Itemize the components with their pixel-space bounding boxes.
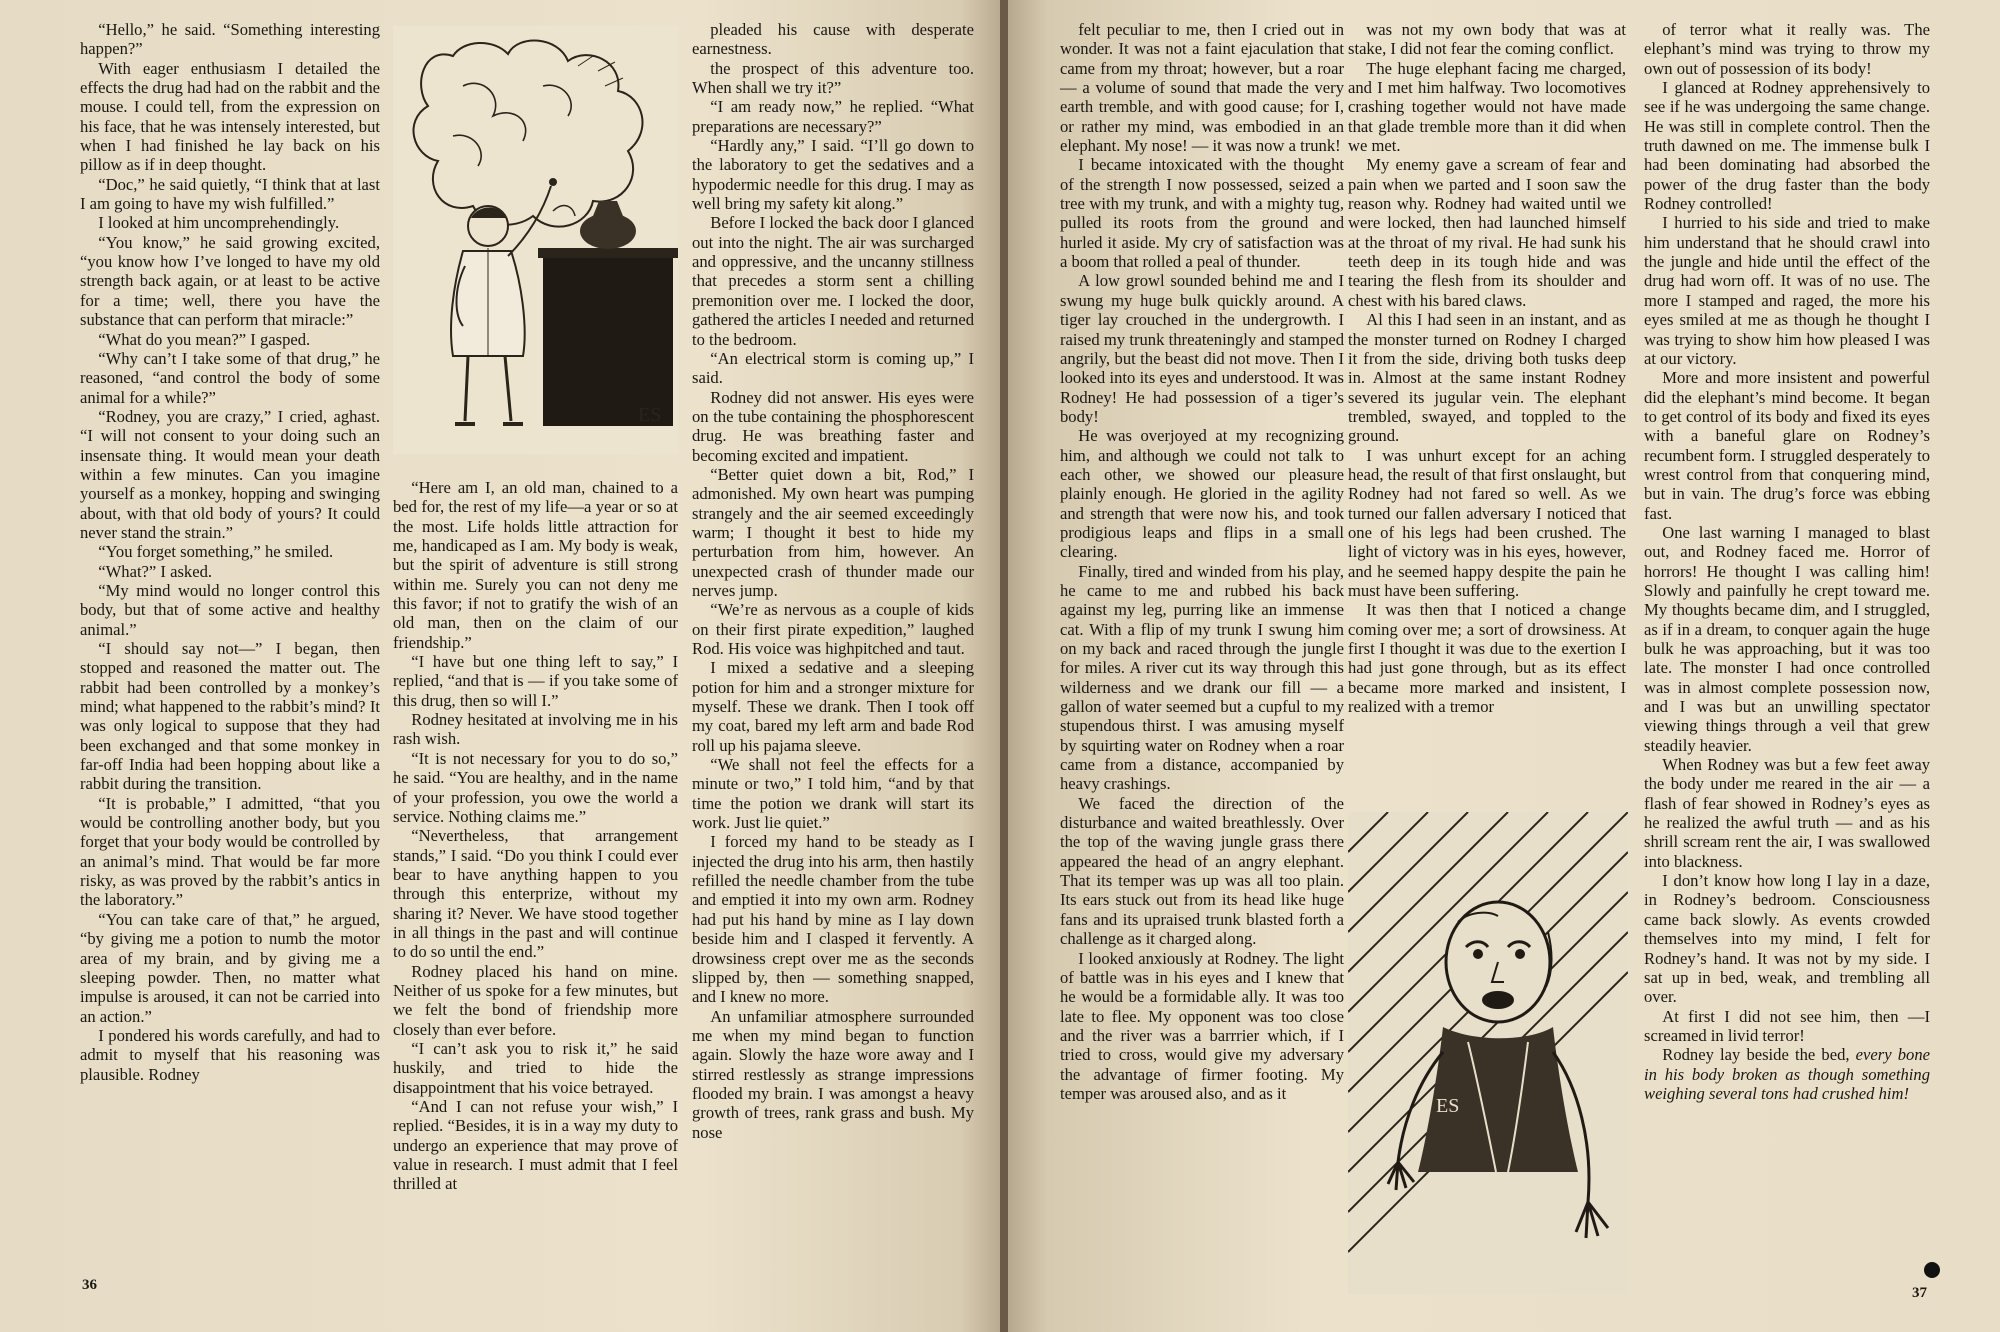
right-col1-paragraph: felt peculiar to me, then I cried out in wonder. It was not a faint ejaculation that came from my throat; however, but a roar — a volume of sound that made the very earth tremble, and with good cause; for I, or rather my mind, was embodied in an elephant. My nose! — it was now a trunk! <box>1060 20 1344 156</box>
left-column-1 <box>80 20 380 1084</box>
left-col3-paragraph: An unfamiliar atmosphere surrounded me when my mind began to function again. Slowly the haze wore away and I stirred restlessly as strange impressions flooded my brain. I was amongst a heavy growth of trees, rank grass and bush. My nose <box>692 1006 974 1142</box>
left-col1-paragraph: “You know,” he said growing excited, “you know how I’ve longed to have my old strength back again, or at least to be active for a time; well, there you have the substance that can perform that miracle:” <box>80 232 380 330</box>
left-col1-paragraph: “You can take care of that,” he argued, “by giving me a potion to numb the motor area of my brain, and by giving me a sleeping powder. Then, no matter what impulse is aroused, it can not be carried into an action.” <box>80 909 380 1026</box>
right-col3-paragraph: of terror what it really was. The elephant’s mind was trying to throw my own out of possession of its body! <box>1644 20 1930 78</box>
right-col2-paragraph: It was then that I noticed a change coming over me; a sort of drowsiness. At first I thought it was due to the exertion I had just gone through, but as its effect became more marked and insistent, I realized with a tremor <box>1348 600 1626 717</box>
oldman-signature: ES <box>1436 1095 1460 1117</box>
left-col1-paragraph: I pondered his words carefully, and had to admit to myself that his reasoning was plausible. Rodney <box>80 1025 380 1084</box>
left-col1-paragraph: “I should say not—” I began, then stopped and reasoned the matter out. The rabbit had been controlled by a monkey’s mind; what happened to the rabbit’s mind? It was only logical to suppose that they had been exchanged and that some monkey in far-off India had been hopping about like a rabbit during the transition. <box>80 639 380 794</box>
left-col2-paragraph: “Nevertheless, that arrangement stands,” I said. “Do you think I could ever bear to have anything happen to you through this enterprize, without my sharing it? Never. We have stood together in all things in the past and will continue to do so until the end.” <box>393 826 678 962</box>
left-col1-paragraph: “It is probable,” I admitted, “that you would be controlling another body, but you forget that your body would be controlled by an animal’s mind. That would be far more risky, as was proved by the rabbit’s antics in the laboratory.” <box>80 793 380 910</box>
page-number-left: 36 <box>82 1277 97 1293</box>
left-col1-paragraph: “Rodney, you are crazy,” I cried, aghast. “I will not consent to your doing such an insensate thing. It would mean your death within a few minutes. Can you imagine yourself as a monkey, hopping and swinging about, with that old body of yours? It could never stand the strain.” <box>80 406 380 542</box>
scientist-illustration <box>393 26 678 454</box>
page-number-right: 37 <box>1912 1285 1927 1301</box>
left-col3-paragraph: I forced my hand to be steady as I injected the drug into his arm, then hastily refilled the needle chamber from the tube and emptied it into my own arm. Rodney had put his hand by mine as I lay down beside him and I clasped it fervently. A drowsiness crept over me as the seconds slipped by, then — something snapped, and I knew no more. <box>692 832 974 1007</box>
left-col1-paragraph: “Why can’t I take some of that drug,” he reasoned, “and control the body of some animal for a while?” <box>80 348 380 407</box>
old-man-drawing <box>1348 812 1628 1294</box>
right-col1-paragraph: We faced the direction of the disturbance and waited breathlessly. Over the top of the waving jungle grass there appeared the head of an angry elephant. That its temper was up was all too plain. Its ears stuck out from its head like huge fans and its upraised trunk blasted forth a challenge as it charged along. <box>1060 793 1344 949</box>
scientist-drawing <box>393 26 678 454</box>
right-col3-paragraph: More and more insistent and powerful did the elephant’s mind become. It began to get control of its body and fixed its eyes with a baneful glare on Rodney’s recumbent form. I struggled desperately to wrest control from that conquering mind, but in vain. The drug’s force was ebbing fast. <box>1644 368 1930 523</box>
left-col3-paragraph: “We’re as nervous as a couple of kids on their first pirate expedition,” laughed Rod. His voice was highpitched and taut. <box>692 600 974 658</box>
right-col3-paragraph: When Rodney was but a few feet away the body under me reared in the air — a flash of fear showed in Rodney’s eyes as he realized the awful truth — and as his shrill scream rent the air, I was swallowed into blackness. <box>1644 755 1930 871</box>
left-col2-paragraph: “Here am I, an old man, chained to a bed for, the rest of my life—a year or so at the most. Life holds little attraction for me, handicaped as I am. My body is weak, but the spirit of adventure is still strong within me. Surely you can not deny me this favor; if not to gratify the wish of an old man, then on the claim of our friendship.” <box>393 478 678 652</box>
right-column-3 <box>1644 20 1930 1103</box>
right-col3-paragraph: I hurried to his side and tried to make him understand that he should crawl into the jungle and hide until the effect of the drug had worn off. It was of no use. The more I stamped and raged, the more his eyes smiled at me as though he thought I was trying to show him how pleased I was at our victory. <box>1644 213 1930 368</box>
right-col2-paragraph: My enemy gave a scream of fear and pain when we parted and I soon saw the reason why. Rodney had waited until we were locked, then had launched himself at the throat of my rival. He had sunk his teeth deep in its tough hide and was tearing the flesh from its shoulder and chest with his bared claws. <box>1348 155 1626 310</box>
left-col3-paragraph: “An electrical storm is coming up,” I said. <box>692 348 974 388</box>
right-col2-paragraph: Al this I had seen in an instant, and as the monster turned on Rodney I charged it from the side, driving both tusks deep in. Almost at the same instant Rodney severed its jugular vein. The elephant trembled, swayed, and toppled to the ground. <box>1348 310 1626 446</box>
old-man-illustration <box>1348 812 1628 1294</box>
left-col3-paragraph: “Hardly any,” I said. “I’ll go down to the laboratory to get the sedatives and a hypodermic needle for this drug. I may as well bring my safety kit along.” <box>692 136 974 214</box>
right-col3-paragraph: I don’t know how long I lay in a daze, in Rodney’s bedroom. Consciousness came back slowly. As events crowded themselves into my mind, I felt for Rodney’s hand. It was not by my side. I sat up in bed, weak, and trembling all over. <box>1644 871 1930 1007</box>
left-col1-paragraph: “You forget something,” he smiled. <box>98 542 334 562</box>
right-col2-paragraph: The huge elephant facing me charged, and I met him halfway. Two locomotives crashing together would not have made that glade tremble more than it did when we met. <box>1348 58 1626 156</box>
final-paragraph <box>1644 1045 1930 1103</box>
left-column-2 <box>393 478 678 1194</box>
right-col2-paragraph: I was unhurt except for an aching head, the result of that first onslaught, but Rodney had not fared so well. As we turned our fallen adversary I noticed that one of his legs had been crushed. The light of victory was in his eyes, however, and he seemed happy despite the pain he must have been suffering. <box>1348 445 1626 600</box>
right-col3-paragraph: One last warning I managed to blast out, and Rodney faced me. Horror of horrors! He thought I was calling him! Slowly and painfully he crept toward me. My thoughts became dim, and I struggled, as if in a dream, to conquer again the huge bulk he was approaching, but it was too late. The monster I had once controlled was in almost complete possession now, and I was but an unwilling spectator viewing things through a veil that grew steadily heavier. <box>1644 522 1930 755</box>
scientist-signature: ES <box>638 404 662 426</box>
left-col2-paragraph: “I can’t ask you to risk it,” he said huskily, and tried to hide the disappointment that his voice betrayed. <box>393 1038 678 1097</box>
left-col3-paragraph: “I am ready now,” he replied. “What preparations are necessary?” <box>692 97 974 136</box>
final-paragraph-plain: Rodney lay beside the bed, <box>1662 1045 1856 1065</box>
right-col1-paragraph: A low growl sounded behind me and I swung my huge bulk quickly around. A tiger lay crouched in the undergrowth. I raised my trunk threateningly and stamped angrily, but the beast did not move. Then I looked into its eyes and understood. It was Rodney! He had possession of a tiger’s body! <box>1060 271 1344 426</box>
left-col3-paragraph: Before I locked the back door I glanced out into the night. The air was surcharged and oppressive, and the uncanny stillness that precedes a storm sent a chilling premonition over me. I locked the door, gathered the articles I needed and returned to the bedroom. <box>692 213 974 349</box>
final-paragraph-italic: every bone in his body broken as though something weighing several tons had crushed him! <box>1644 1045 1930 1103</box>
left-col2-paragraph: “I have but one thing left to say,” I replied, “and that is — if you take some of this drug, then so will I.” <box>393 652 678 710</box>
left-col2-paragraph: Rodney placed his hand on mine. Neither of us spoke for a few minutes, but we felt the bond of friendship more closely than ever before. <box>393 961 678 1039</box>
right-col3-paragraph: I glanced at Rodney apprehensively to see if he was undergoing the same change. He was still in complete control. Then the truth dawned on me. The immense bulk I had been dominating had absorbed the power of the drug faster than the body Rodney controlled! <box>1644 78 1930 214</box>
left-col1-paragraph: With eager enthusiasm I detailed the effects the drug had had on the rabbit and the mouse. I could tell, from the expression on his face, that he was intensely interested, but when I had finished he lay back on his pillow as if in deep thought. <box>80 58 380 175</box>
left-col3-paragraph: I mixed a sedative and a sleeping potion for him and a stronger mixture for myself. These we drank. Then I took off my coat, bared my left arm and bade Rod roll up his pajama sleeve. <box>692 658 974 755</box>
left-col3-paragraph: the prospect of this adventure too. When shall we try it?” <box>692 58 974 98</box>
right-col2-paragraph: was not my own body that was at stake, I did not fear the coming conflict. <box>1348 20 1626 59</box>
left-col1-paragraph: “What do you mean?” I gasped. <box>98 329 311 349</box>
left-col2-paragraph: “And I can not refuse your wish,” I replied. “Besides, it is in a way my duty to undergo an experience that may prove of value in research. I must admit that I feel thrilled at <box>393 1097 678 1194</box>
left-col1-paragraph: “Doc,” he said quietly, “I think that at last I am going to have my wish fulfilled.” <box>80 174 380 214</box>
left-col1-paragraph: I looked at him uncomprehendingly. <box>98 213 340 233</box>
left-col2-paragraph: “It is not necessary for you to do so,” he said. “You are healthy, and in the name of your profession, you owe the world a service. Nothing claims me.” <box>393 748 678 826</box>
left-column-3 <box>692 20 974 1142</box>
spine-gutter <box>1000 0 1008 1332</box>
right-col1-paragraph: I became intoxicated with the thought of the strength I now possessed, seized a tree with my trunk, and with a mighty tug, pulled its roots from the ground and hurled it aside. My cry of satisfaction was a boom that rolled a peal of thunder. <box>1060 155 1344 272</box>
left-col3-paragraph: “Better quiet down a bit, Rod,” I admonished. My own heart was pumping strangely and the air seemed exceedingly warm; I thought it best to hide my perturbation from him, however. An unexpected crash of thunder made our nerves jump. <box>692 464 974 600</box>
left-col1-paragraph: “What?” I asked. <box>98 561 213 581</box>
right-column-2 <box>1348 20 1626 716</box>
left-col3-paragraph: Rodney did not answer. His eyes were on the tube containing the phosphorescent drug. He was breathing faster and becoming excited and impatient. <box>692 387 974 465</box>
right-col1-paragraph: I looked anxiously at Rodney. The light of battle was in his eyes and I knew that he would be a formidable ally. It was too late to flee. My opponent was too close and the river was a barrrier which, if I tried to cross, would give my adversary the advantage of firmer footing. My temper was aroused also, and as it <box>1060 948 1344 1103</box>
left-col2-paragraph: Rodney hesitated at involving me in his rash wish. <box>393 710 678 749</box>
right-page <box>1008 0 2000 1332</box>
right-col3-paragraph: At first I did not see him, then —I screamed in livid terror! <box>1644 1006 1930 1045</box>
left-col1-paragraph: “Hello,” he said. “Something interesting happen?” <box>80 20 380 59</box>
right-column-1 <box>1060 20 1344 1103</box>
right-col1-paragraph: Finally, tired and winded from his play, he came to me and rubbed his back against my leg, purring like an immense cat. With a flip of my trunk I swung him on my back and raced through the jungle for miles. A river cut its way through this wilderness and we drank our fill — a gallon of water seemed but a cupful to my stupendous thirst. I was amusing myself by squirting water on Rodney when a roar came from a distance, accompanied by heavy crashings. <box>1060 561 1344 794</box>
end-mark-bullet <box>1924 1262 1940 1278</box>
left-col1-paragraph: “My mind would no longer control this body, but that of some active and healthy animal.” <box>80 580 380 639</box>
right-col1-paragraph: He was overjoyed at my recognizing him, and although we could not talk to each other, we showed our pleasure plainly enough. He gloried in the agility and strength that were now his, and took prodigious leaps and flips in a small clearing. <box>1060 426 1344 562</box>
left-col3-paragraph: “We shall not feel the effects for a minute or two,” I told him, “and by that time the potion we drank will start its work. Just lie quiet.” <box>692 755 974 833</box>
left-col3-paragraph: pleaded his cause with desperate earnestness. <box>692 20 974 59</box>
